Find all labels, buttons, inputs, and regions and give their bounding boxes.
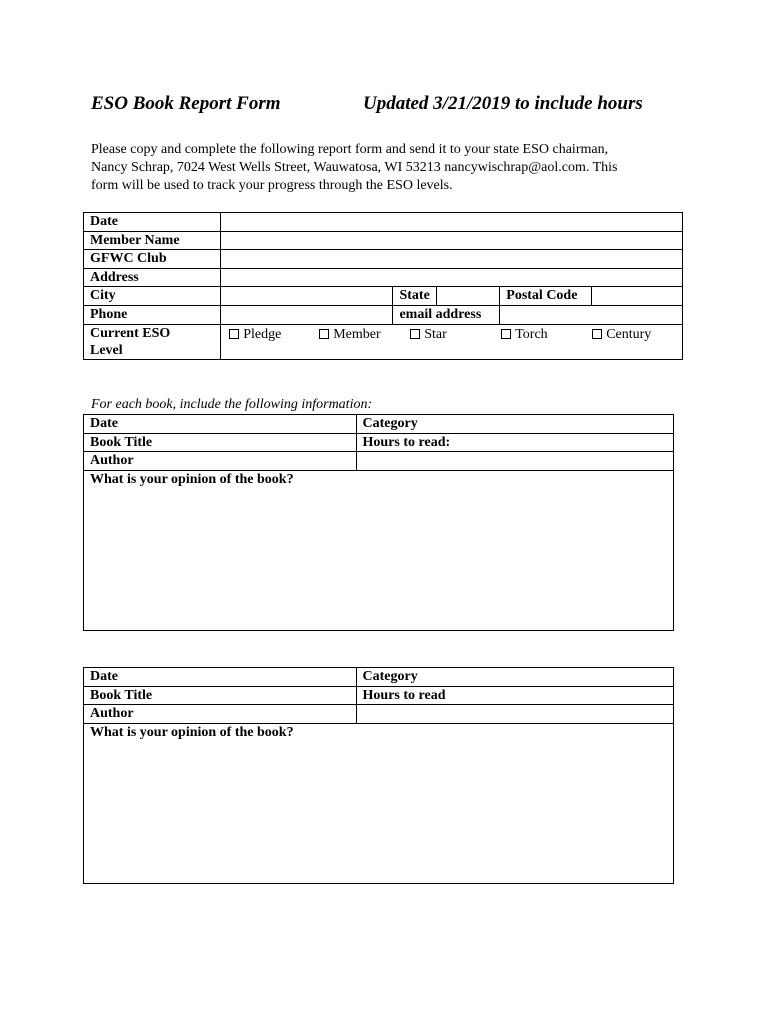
book-entry-1 xyxy=(83,414,674,631)
email-field[interactable] xyxy=(500,305,683,324)
level-label: Star xyxy=(424,326,447,342)
eso-level-label-line-2: Level xyxy=(90,342,123,358)
city-label: City xyxy=(84,287,221,306)
book-author-label[interactable]: Author xyxy=(84,452,357,471)
book-entry-2 xyxy=(83,667,674,884)
form-header xyxy=(91,93,671,119)
state-label: State xyxy=(393,287,436,306)
book-instruction: For each book, include the following information: xyxy=(91,397,373,412)
level-label: Torch xyxy=(515,326,548,342)
level-option-member[interactable] xyxy=(319,326,380,343)
level-label: Century xyxy=(606,326,652,342)
eso-level-label xyxy=(84,324,221,359)
form-title: ESO Book Report Form xyxy=(91,93,281,114)
city-field[interactable] xyxy=(221,287,393,306)
level-option-star[interactable] xyxy=(410,326,447,343)
address-label: Address xyxy=(84,268,221,287)
intro-paragraph xyxy=(91,141,681,195)
level-option-torch[interactable] xyxy=(501,326,547,343)
phone-label: Phone xyxy=(84,305,221,324)
date-label: Date xyxy=(84,213,221,232)
book-author-extra-field[interactable] xyxy=(356,705,673,724)
postal-code-field[interactable] xyxy=(591,287,682,306)
member-name-field[interactable] xyxy=(221,231,683,250)
book-opinion-field[interactable]: What is your opinion of the book? xyxy=(84,470,674,630)
address-field[interactable] xyxy=(221,268,683,287)
email-label: email address xyxy=(393,305,500,324)
book-title-label[interactable]: Book Title xyxy=(84,433,357,452)
member-info-table xyxy=(83,212,683,360)
book-author-extra-field[interactable] xyxy=(356,452,673,471)
book-opinion-field[interactable]: What is your opinion of the book? xyxy=(84,723,674,883)
club-label: GFWC Club xyxy=(84,250,221,269)
level-label: Pledge xyxy=(243,326,282,342)
postal-code-label: Postal Code xyxy=(500,287,592,306)
book-title-label[interactable]: Book Title xyxy=(84,686,357,705)
book-category-label[interactable]: Category xyxy=(356,668,673,687)
level-label: Member xyxy=(333,326,381,342)
eso-level-options xyxy=(221,324,683,359)
member-name-label: Member Name xyxy=(84,231,221,250)
book-category-label[interactable]: Category xyxy=(356,415,673,434)
checkbox-icon[interactable] xyxy=(501,329,511,339)
book-author-label[interactable]: Author xyxy=(84,705,357,724)
book-date-label[interactable]: Date xyxy=(84,668,357,687)
eso-level-label-line-1: Current ESO xyxy=(90,325,171,341)
club-field[interactable] xyxy=(221,250,683,269)
checkbox-icon[interactable] xyxy=(410,329,420,339)
level-option-pledge[interactable] xyxy=(229,326,281,343)
checkbox-icon[interactable] xyxy=(229,329,239,339)
level-option-century[interactable] xyxy=(592,326,651,343)
checkbox-icon[interactable] xyxy=(592,329,602,339)
book-hours-label[interactable]: Hours to read: xyxy=(356,433,673,452)
book-date-label[interactable]: Date xyxy=(84,415,357,434)
updated-note: Updated 3/21/2019 to include hours xyxy=(363,93,643,114)
book-hours-label[interactable]: Hours to read xyxy=(356,686,673,705)
intro-line-2: Nancy Schrap, 7024 West Wells Street, Wauwatosa, WI 53213 nancywischrap@aol.com. This xyxy=(91,160,618,175)
phone-field[interactable] xyxy=(221,305,393,324)
checkbox-icon[interactable] xyxy=(319,329,329,339)
date-field[interactable] xyxy=(221,213,683,232)
state-field[interactable] xyxy=(436,287,499,306)
intro-line-1: Please copy and complete the following report form and send it to your state ESO chairman, xyxy=(91,142,609,157)
intro-line-3: form will be used to track your progress through the ESO levels. xyxy=(91,178,453,193)
